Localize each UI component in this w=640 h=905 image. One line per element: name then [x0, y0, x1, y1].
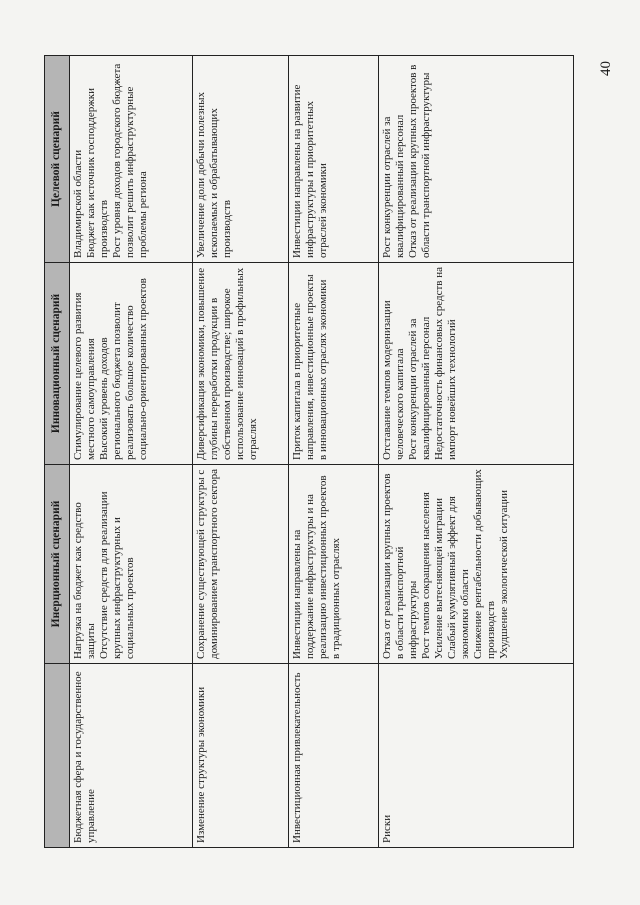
cell-line: Усиление вытесняющей миграции	[432, 498, 445, 659]
cell-line: Отказ от реализации крупных проектов в области транспортной инфраструктуры	[381, 473, 419, 659]
inertial-cell	[289, 465, 379, 664]
cell-line: Отказ от реализации крупных проектов в области транспортной инфраструктуры	[406, 64, 432, 258]
cell-line: Приток капитала в приоритетные направления, инвестиционные проекты в инновационных отраслях экономики	[291, 274, 329, 460]
innovative-cell	[289, 263, 379, 465]
header-innovative: Инновационный сценарий	[45, 263, 70, 465]
cell-line: Рост конкуренции отраслей за квалифицированный персонал	[381, 114, 406, 258]
scenario-table-container	[44, 56, 570, 848]
row-label: Бюджетная сфера и государственное управление	[70, 664, 193, 848]
cell-line: Отставание темпов модернизации человеческого капитала	[381, 300, 406, 460]
table-header-row	[45, 56, 70, 848]
scenario-table	[44, 55, 574, 848]
cell-line: Бюджет как источник господдержки производств	[84, 87, 110, 258]
cell-line: Рост уровня доходов городского бюджета позволит решить инфраструктурные проблемы региона	[110, 63, 149, 258]
table-row	[289, 56, 379, 848]
cell-line: Инвестиции направлены на развитие инфраструктуры и приоритетных отраслей экономики	[291, 84, 329, 258]
cell-line: Рост конкуренции отраслей за квалифицированный персонал	[406, 316, 432, 460]
inertial-cell	[193, 465, 289, 664]
cell-line: Отсутствие средств для реализации крупных инфраструктурных и социальных проектов	[97, 491, 136, 659]
target-cell	[289, 56, 379, 263]
row-label: Изменение структуры экономики	[193, 664, 289, 848]
cell-line: Стимулирование целевого развития местного самоуправления	[72, 292, 97, 460]
cell-line: Высокий уровень доходов регионального бюджета позволит реализовать большое количество социально-ориентированных проектов	[97, 278, 149, 460]
row-label: Риски	[379, 664, 574, 848]
innovative-cell	[379, 263, 574, 465]
target-cell	[70, 56, 193, 263]
header-target: Целевой сценарий	[45, 56, 70, 263]
target-cell	[379, 56, 574, 263]
cell-line: Сохранение существующей структуры с доминированием транспортного сектора	[195, 469, 220, 659]
cell-line: Рост темпов сокращения населения	[419, 492, 432, 659]
table-row	[193, 56, 289, 848]
cell-line: Владимирской области	[72, 149, 84, 258]
inertial-cell	[379, 465, 574, 664]
header-inertial: Инерционный сценарий	[45, 465, 70, 664]
row-label: Инвестиционная привлекательность	[289, 664, 379, 848]
page-number: 40	[598, 61, 614, 76]
innovative-cell	[193, 263, 289, 465]
cell-line: Увеличение доли добычи полезных ископаемых и обрабатывающих производств	[195, 92, 233, 258]
cell-line: Диверсификация экономики, повышение глубины переработки продукции в собственном производстве; широкое использование инноваций в профильных отраслях	[195, 267, 259, 460]
cell-line: Недостаточность финансовых средств на импорт новейших технологий	[432, 266, 458, 460]
table-row	[379, 56, 574, 848]
cell-line: Инвестиции направлены на поддержание инфраструктуры и на реализацию инвестиционных проектов в традиционных отраслях	[291, 475, 342, 659]
cell-line: Снижение рентабельности добывающих производств	[471, 469, 497, 659]
table-row	[70, 56, 193, 848]
target-cell	[193, 56, 289, 263]
inertial-cell	[70, 465, 193, 664]
cell-line: Нагрузка на бюджет как средство защиты	[72, 502, 97, 659]
header-empty	[45, 664, 70, 848]
cell-line: Слабый кумулятивный эффект для экономики области	[445, 496, 471, 659]
innovative-cell	[70, 263, 193, 465]
cell-line: Ухудшение экологической ситуации	[497, 489, 510, 659]
